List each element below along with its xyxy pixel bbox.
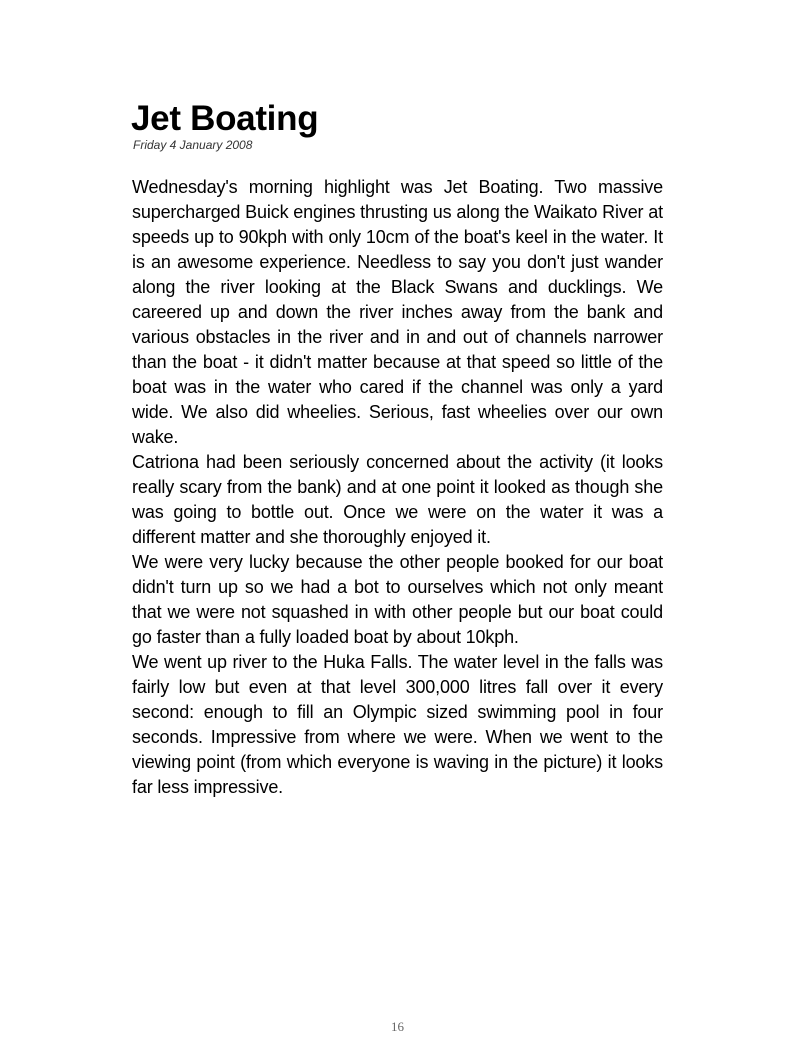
body-paragraph: We were very lucky because the other people booked for our boat didn't turn up so we had a bot to ourselves which not only meant that we were not squashed in with other people but our boat could go faster than a fully loaded boat by about 10kph. <box>132 552 663 647</box>
article-date: Friday 4 January 2008 <box>133 138 253 152</box>
article-body <box>132 175 663 800</box>
page-number: 16 <box>391 1019 404 1034</box>
article-title: Jet Boating <box>131 99 319 138</box>
body-paragraph: We went up river to the Huka Falls. The water level in the falls was fairly low but even at that level 300,000 litres fall over it every second: enough to fill an Olympic sized swimming pool in four seconds. Impressive from where we were. When we went to the viewing point (from which everyone is waving in the picture) it looks far less impressive. <box>132 652 663 797</box>
body-paragraph: Catriona had been seriously concerned about the activity (it looks really scary from the bank) and at one point it looked as though she was going to bottle out. Once we were on the water it was a different matter and she thoroughly enjoyed it. <box>132 452 663 547</box>
body-paragraph: Wednesday's morning highlight was Jet Boating. Two massive supercharged Buick engines thrusting us along the Waikato River at speeds up to 90kph with only 10cm of the boat's keel in the water. It is an awesome experience. Needless to say you don't just wander along the river looking at the Black Swans and ducklings. We careered up and down the river inches away from the bank and various obstacles in the river and in and out of channels narrower than the boat - it didn't matter because at that speed so little of the boat was in the water who cared if the channel was only a yard wide. We also did wheelies. Serious, fast wheelies over our own wake. <box>132 177 663 447</box>
